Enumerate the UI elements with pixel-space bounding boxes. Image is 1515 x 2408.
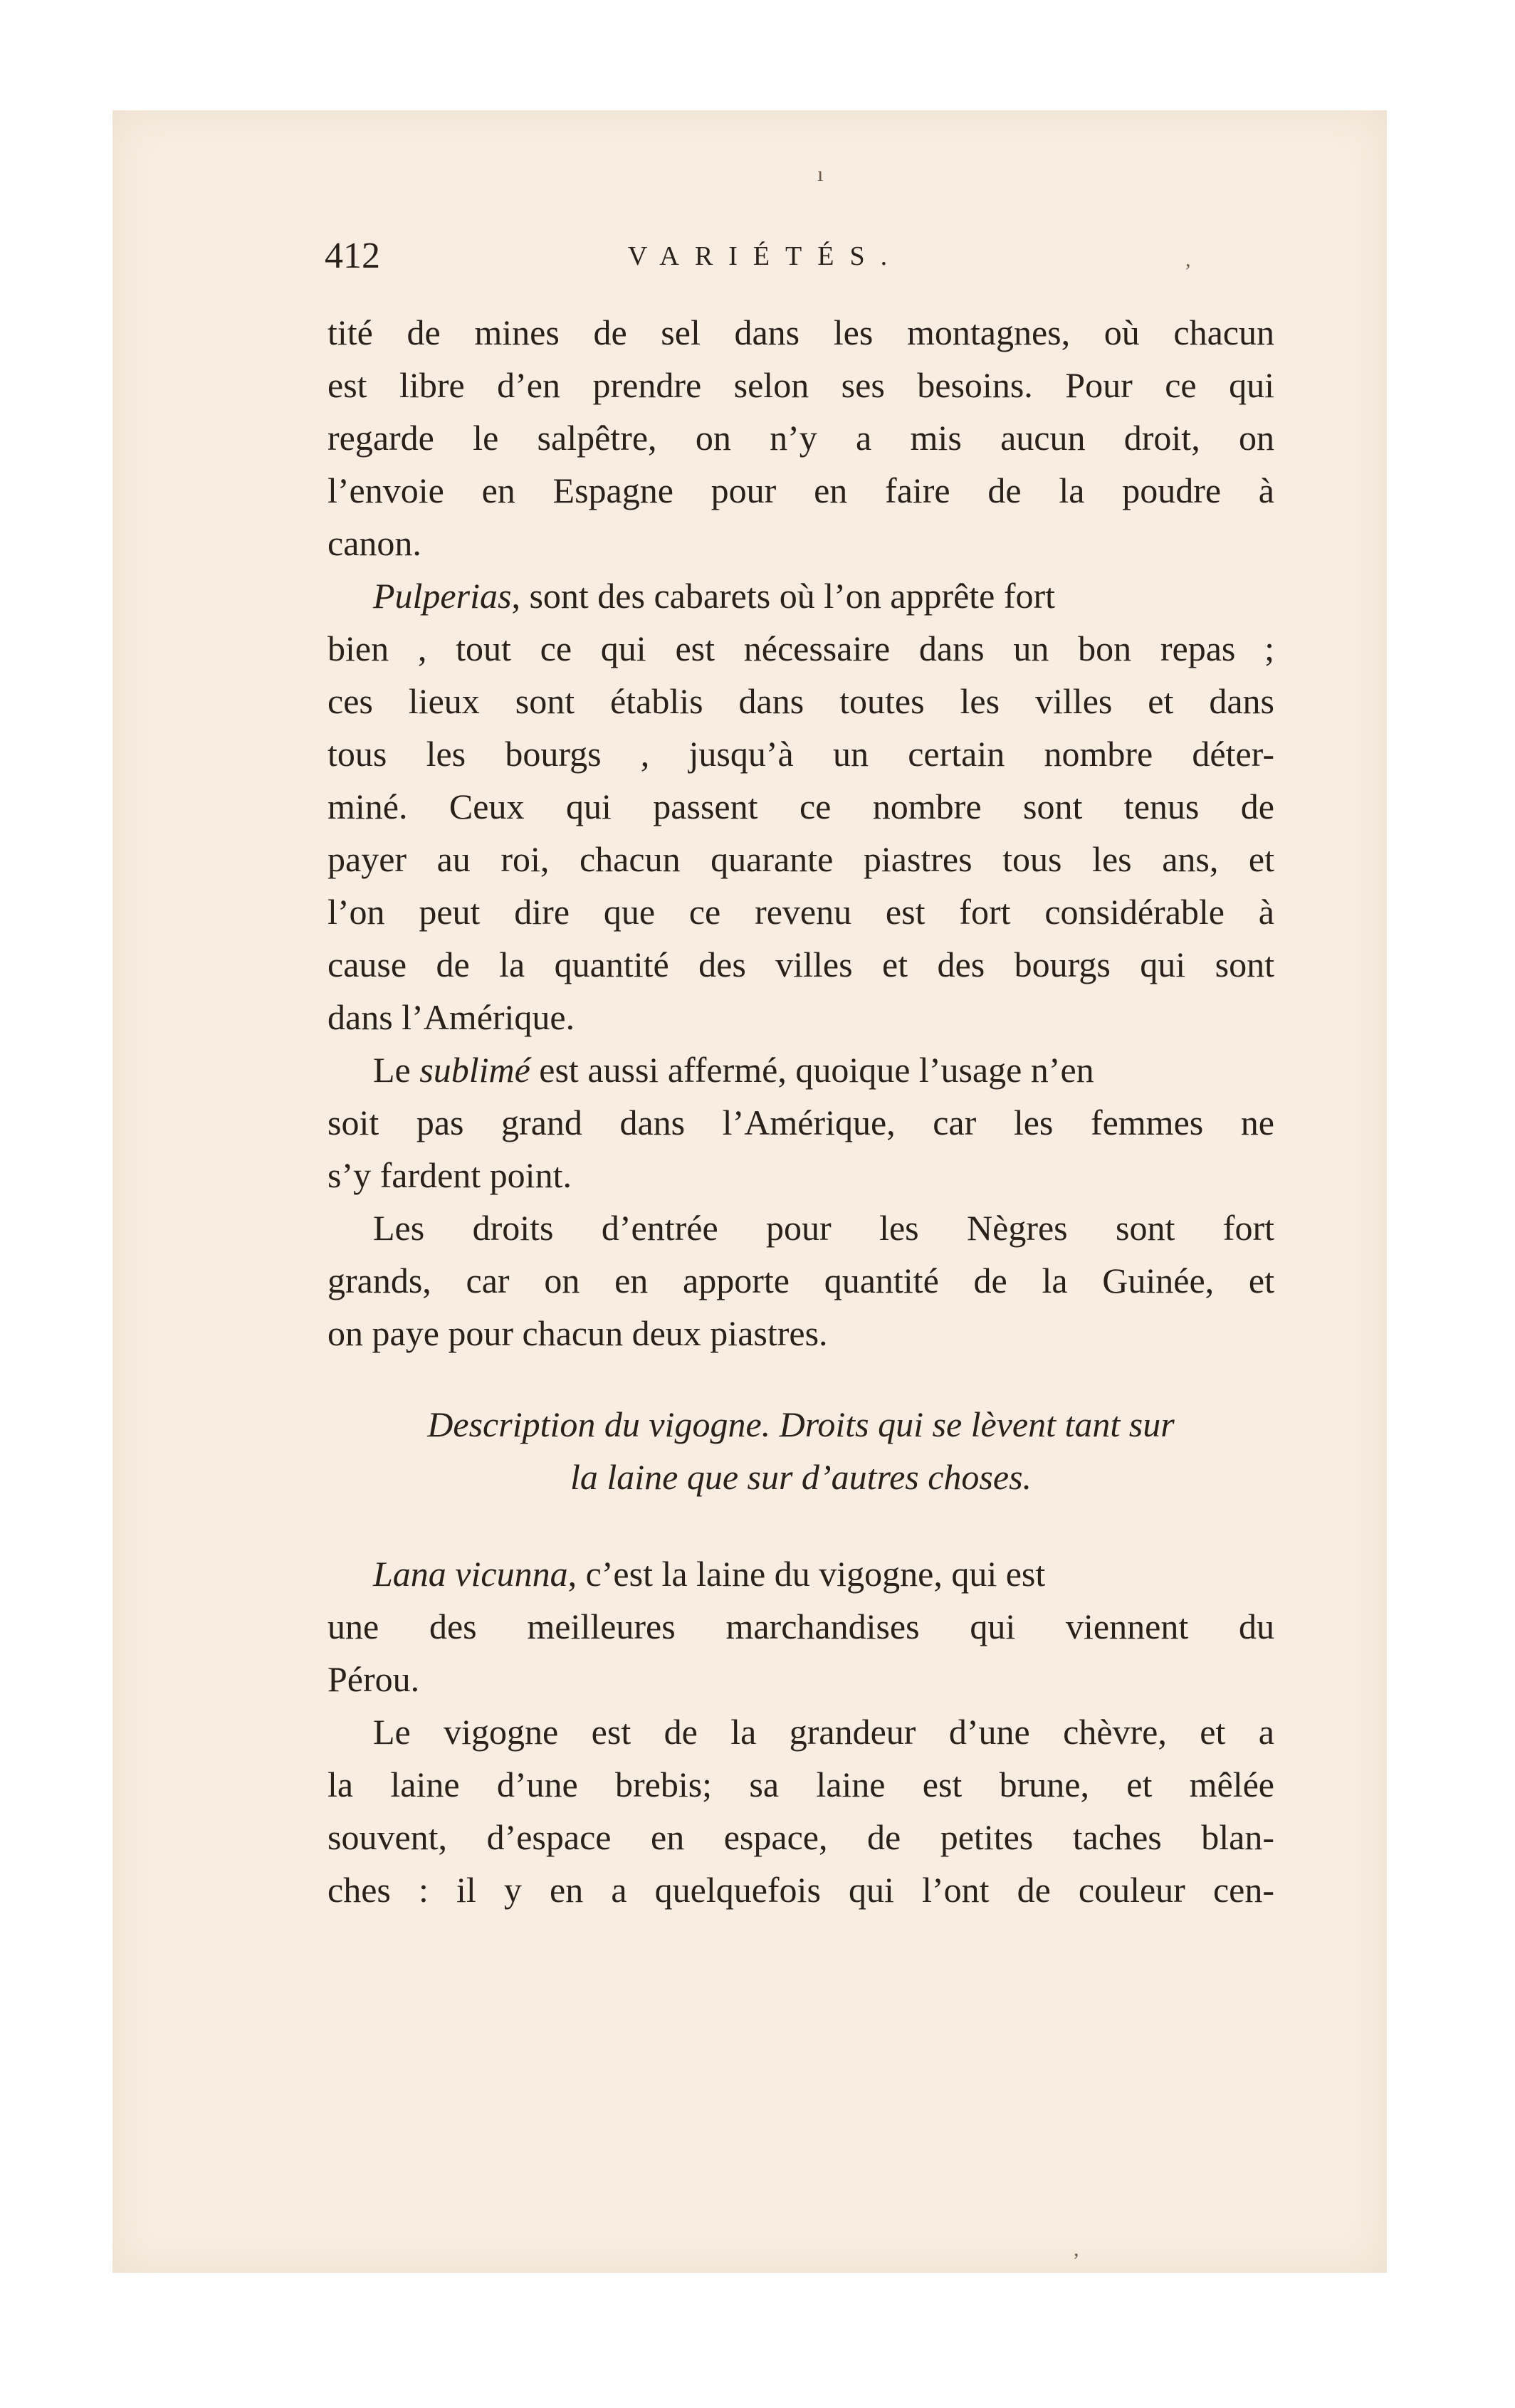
text-line: tité de mines de sel dans les montagnes, où chacun (327, 312, 1274, 352)
text-line: souvent, d’espace en espace, de petites taches blan- (327, 1817, 1274, 1857)
text-line: soit pas grand dans l’Amérique, car les femmes ne (327, 1103, 1274, 1142)
paragraph-pulperias (327, 569, 1274, 622)
text-line: canon. (327, 523, 421, 563)
text-line: Pérou. (327, 1659, 420, 1699)
body-text (327, 306, 1274, 1916)
stray-mark: , (1074, 2237, 1079, 2261)
text-line: la laine d’une brebis; sa laine est brune, et mêlée (327, 1765, 1274, 1804)
text-line: bien , tout ce qui est nécessaire dans un bon repas ; (327, 629, 1274, 668)
term-pulperias: Pulperias (373, 576, 512, 616)
text-run: Le (373, 1050, 420, 1090)
paragraph-lana-vicunna (327, 1547, 1274, 1600)
text-line: l’on peut dire que ce revenu est fort considérable à (327, 892, 1274, 932)
running-title: VARIÉTÉS. (627, 241, 903, 271)
page-number: 412 (325, 236, 380, 276)
text-line: une des meilleures marchandises qui viennent du (327, 1607, 1274, 1646)
text-line: ces lieux sont établis dans toutes les villes et dans (327, 681, 1274, 721)
term-lana-vicunna: Lana vicunna (373, 1554, 568, 1594)
text-line: l’envoie en Espagne pour en faire de la poudre à (327, 470, 1274, 510)
section-heading: la laine que sur d’autres choses. (570, 1457, 1032, 1497)
text-line: Les droits d’entrée pour les Nègres sont fort (373, 1208, 1274, 1248)
term-sublime: sublimé (419, 1050, 530, 1090)
text-line: est libre d’en prendre selon ses besoins. Pour ce qui (327, 365, 1274, 405)
running-head (214, 228, 1289, 285)
text-line: miné. Ceux qui passent ce nombre sont tenus de (327, 787, 1274, 826)
text-line: cause de la quantité des villes et des bourgs qui sont (327, 945, 1274, 984)
text-line: ches : il y en a quelquefois qui l’ont de couleur cen- (327, 1870, 1274, 1910)
text-line: grands, car on en apporte quantité de la Guinée, et (327, 1261, 1274, 1300)
text-line: Le vigogne est de la grandeur d’une chèvre, et a (373, 1712, 1274, 1752)
text-line: dans l’Amérique. (327, 997, 575, 1037)
section-heading: Description du vigogne. Droits qui se lèvent tant sur (427, 1404, 1175, 1444)
text-run: , sont des cabarets où l’on apprête fort (511, 576, 1056, 616)
text-run: , c’est la laine du vigogne, qui est (567, 1554, 1046, 1594)
stray-mark: , (1185, 248, 1191, 271)
text-run: est aussi affermé, quoique l’usage n’en (530, 1050, 1094, 1090)
text-line: regarde le salpêtre, on n’y a mis aucun droit, on (327, 418, 1274, 458)
paragraph-sublime (327, 1043, 1274, 1096)
stray-mark: ı (817, 162, 824, 186)
text-line: tous les bourgs , jusqu’à un certain nombre déter- (327, 734, 1274, 774)
text-line: payer au roi, chacun quarante piastres tous les ans, et (327, 839, 1274, 879)
text-line: s’y fardent point. (327, 1155, 572, 1195)
text-line: on paye pour chacun deux piastres. (327, 1313, 828, 1353)
